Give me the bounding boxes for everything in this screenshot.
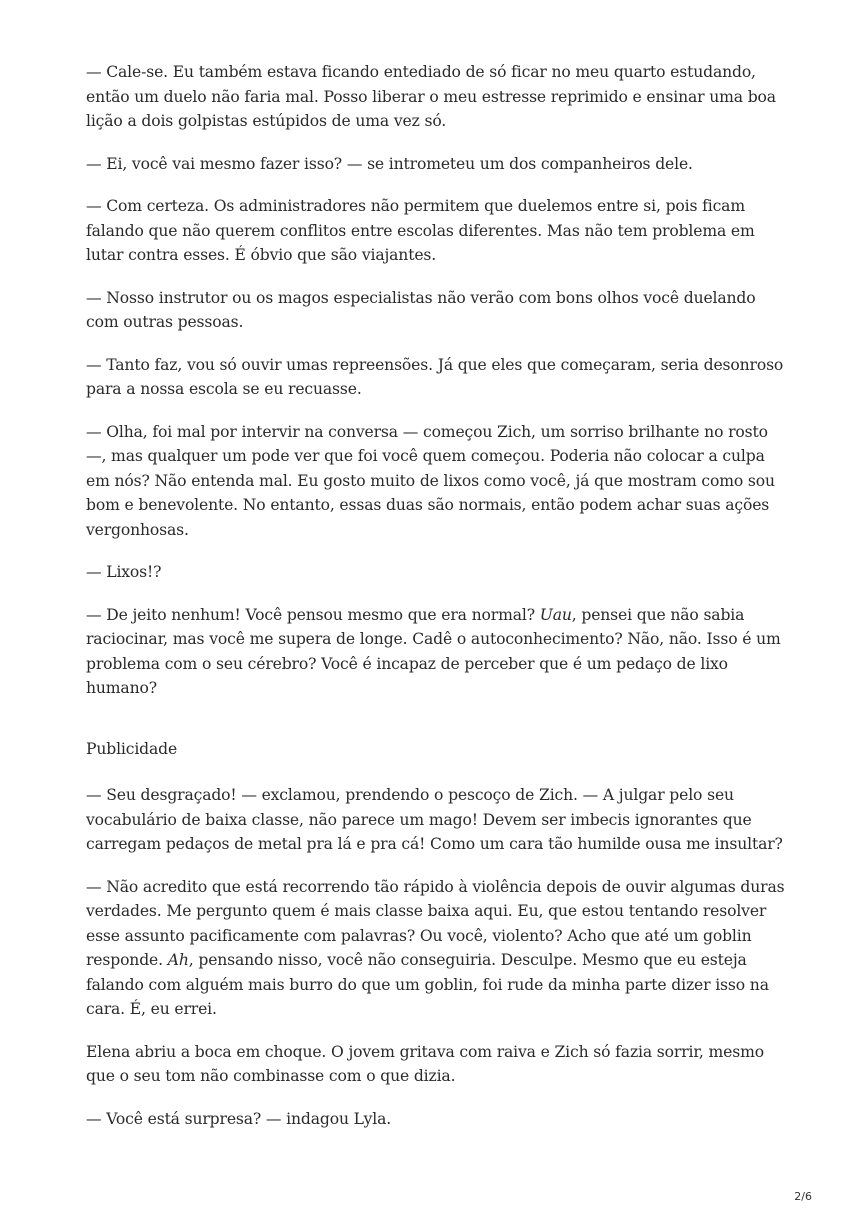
paragraph	[86, 60, 786, 134]
paragraph-text: — Seu desgraçado! — exclamou, prendendo o pescoço de Zich. — A julgar pelo seu vocabulário de baixa classe, não parece um mago! Devem ser imbecis ignorantes que carregam pedaços de metal pra lá e pra cá! Como um cara tão humilde ousa me insultar?	[86, 786, 783, 853]
paragraph-text: , pensei que não sabia raciocinar, mas você me supera de longe. Cadê o autoconhecimento? Não, não. Isso é um problema com o seu cérebro? Você é incapaz de perceber que é um pedaço de lixo humano?	[86, 605, 781, 697]
paragraph-text: — Cale-se. Eu também estava ficando entediado de só ficar no meu quarto estudando, então um duelo não faria mal. Posso liberar o meu estresse reprimido e ensinar uma boa lição a dois golpistas estúpidos de uma vez só.	[86, 63, 776, 130]
italic-text: Ah	[167, 951, 189, 969]
paragraph	[86, 603, 786, 701]
paragraph-text: , pensando nisso, você não conseguiria. Desculpe. Mesmo que eu esteja falando com alguém mais burro do que um goblin, foi rude da minha parte dizer isso na cara. É, eu errei.	[86, 951, 769, 1018]
paragraph	[86, 1107, 786, 1132]
paragraph-text: — De jeito nenhum! Você pensou mesmo que era normal?	[86, 605, 540, 624]
paragraph-text: — Nosso instrutor ou os magos especialistas não verão com bons olhos você duelando com outras pessoas.	[86, 288, 756, 331]
paragraph	[86, 1040, 786, 1089]
paragraph-text: — Com certeza. Os administradores não permitem que duelemos entre si, pois ficam falando que não querem conflitos entre escolas diferentes. Mas não tem problema em lutar contra esses. É óbvio que são viajantes.	[86, 197, 755, 264]
paragraph	[86, 560, 786, 585]
italic-text: Uau	[539, 605, 572, 624]
document-body	[86, 60, 786, 1149]
paragraph-text: — Lixos!?	[86, 563, 162, 581]
paragraph-text: — Olha, foi mal por intervir na conversa — começou Zich, um sorriso brilhante no rosto —, mas qualquer um pode ver que foi você quem começou. Poderia não colocar a culpa em nós? Não entenda mal. Eu gosto muito de lixos como você, já que mostram como sou bom e benevolente. No entanto, essas duas são normais, então podem achar suas ações vergonhosas.	[86, 422, 775, 539]
page-number: 2/6	[794, 1190, 812, 1203]
paragraph-text: Publicidade	[86, 739, 178, 758]
paragraph	[86, 353, 786, 402]
paragraph	[86, 875, 786, 1022]
advertisement-label	[86, 737, 786, 762]
paragraph	[86, 783, 786, 857]
paragraph-text: Elena abriu a boca em choque. O jovem gritava com raiva e Zich só fazia sorrir, mesmo que o seu tom não combinasse com o que dizia.	[86, 1042, 764, 1085]
paragraph	[86, 420, 786, 543]
paragraph-text: — Não acredito que está recorrendo tão rápido à violência depois de ouvir algumas duras verdades. Me pergunto quem é mais classe baixa aqui. Eu, que estou tentando resolver esse assunto pacificamente com palavras? Ou você, violento? Acho que até um goblin responde.	[86, 877, 785, 969]
paragraph-text: — Tanto faz, vou só ouvir umas repreensões. Já que eles que começaram, seria desonroso para a nossa escola se eu recuasse.	[86, 355, 784, 398]
paragraph	[86, 152, 786, 177]
paragraph	[86, 194, 786, 268]
paragraph-text: — Ei, você vai mesmo fazer isso? — se intrometeu um dos companheiros dele.	[86, 154, 693, 173]
paragraph-text: — Você está surpresa? — indagou Lyla.	[86, 1109, 392, 1128]
paragraph	[86, 286, 786, 335]
